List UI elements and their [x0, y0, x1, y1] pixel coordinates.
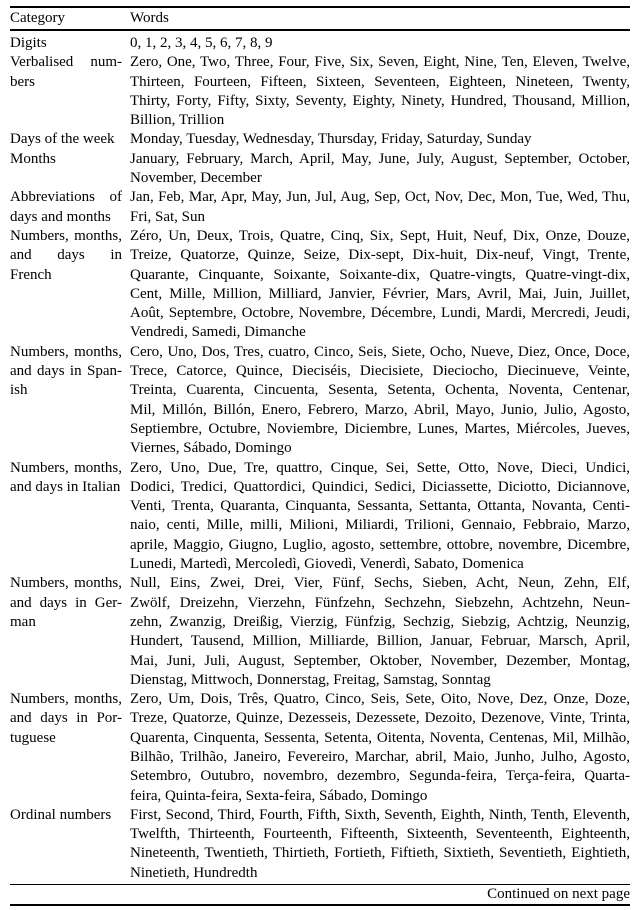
category-cell	[10, 34, 122, 53]
words-cell	[130, 227, 630, 343]
category-line: Days of the week	[10, 131, 115, 148]
continued-on-next-page-note: Continued on next page	[487, 885, 630, 902]
table-body	[10, 31, 630, 883]
words-line: Monday, Tuesday, Wednesday, Thursday, Friday, Saturday, Sunday	[130, 131, 532, 148]
words-line: Dodici, Tredici, Quattordici, Quindici, Sedici, Diciassette, Diciotto, Diciannove,	[130, 478, 630, 495]
category-line: and days in Span-	[10, 363, 122, 380]
words-line: Dienstag, Mittwoch, Donnerstag, Freitag, Samstag, Sonntag	[130, 671, 491, 688]
words-line: Treze, Quatorze, Quinze, Dezesseis, Dezessete, Dezoito, Dezenove, Vinte, Trinta,	[130, 710, 630, 727]
words-line: Cero, Uno, Dos, Tres, cuatro, Cinco, Seis, Siete, Ocho, Nueve, Diez, Once, Doce,	[130, 343, 630, 360]
words-line: Treize, Quatorze, Quinze, Seize, Dix-sept, Dix-huit, Dix-neuf, Vingt, Trente,	[130, 247, 630, 264]
words-cell	[130, 130, 630, 149]
category-cell	[10, 227, 122, 343]
category-line: Numbers, months,	[10, 227, 122, 244]
words-line: aprile, Maggio, Giugno, Luglio, agosto, settembre, ottobre, novembre, Dicembre,	[130, 536, 630, 553]
category-line: bers	[10, 73, 35, 90]
category-line: and days in Ger-	[10, 594, 122, 611]
words-cell	[130, 34, 630, 53]
category-cell	[10, 574, 122, 690]
words-line: November, December	[130, 170, 262, 187]
words-line: Zéro, Un, Deux, Trois, Quatre, Cinq, Six, Sept, Huit, Neuf, Dix, Onze, Douze,	[130, 227, 630, 244]
words-cell	[130, 150, 630, 189]
category-cell	[10, 690, 122, 806]
category-line: Abbreviations of	[10, 189, 122, 206]
table-header-row	[10, 8, 630, 29]
words-line: Fri, Sat, Sun	[130, 208, 206, 225]
table-row	[10, 188, 630, 227]
words-line: Billion, Trillion	[130, 112, 225, 129]
words-line: Viernes, Sábado, Domingo	[130, 440, 292, 457]
category-line: days and months	[10, 208, 111, 225]
table-row	[10, 343, 630, 459]
words-line: Septiembre, Octubre, Noviembre, Diciembre, Lunes, Martes, Miércoles, Jueves,	[130, 420, 630, 437]
category-line: ish	[10, 382, 28, 399]
category-line: and days in Por-	[10, 710, 122, 727]
words-line: Quarante, Cinquante, Soixante, Soixante-dix, Quatre-vingts, Quatre-vingt-dix,	[130, 266, 630, 283]
table-row	[10, 574, 630, 690]
category-cell	[10, 188, 122, 227]
table-row	[10, 227, 630, 343]
words-line: Cent, Mille, Million, Milliard, Janvier, Février, Mars, Avril, Mai, Juin, Juillet,	[130, 285, 630, 302]
words-cell	[130, 188, 630, 227]
table-row	[10, 150, 630, 189]
table-row	[10, 53, 630, 130]
words-line: Twelfth, Thirteenth, Fourteenth, Fifteenth, Sixteenth, Seventeenth, Eighteenth,	[130, 826, 630, 843]
words-line: Setembro, Outubro, novembro, dezembro, Segunda-feira, Terça-feira, Quarta-	[130, 768, 630, 785]
words-line: Août, Septembre, Octobre, Novembre, Décembre, Lundi, Mardi, Mercredi, Jeudi,	[130, 305, 630, 322]
table-row	[10, 690, 630, 806]
table-bottom-rule	[10, 904, 630, 906]
category-cell	[10, 130, 122, 149]
category-line: man	[10, 613, 36, 630]
category-line: Numbers, months,	[10, 575, 122, 592]
words-cell	[130, 53, 630, 130]
words-line: Mai, Juni, Juli, August, September, Oktober, November, Dezember, Montag,	[130, 652, 630, 669]
words-cell	[130, 343, 630, 459]
words-line: Ninetieth, Hundredth	[130, 864, 258, 881]
category-cell	[10, 150, 122, 189]
category-cell	[10, 459, 122, 575]
words-line: 0, 1, 2, 3, 4, 5, 6, 7, 8, 9	[130, 35, 273, 51]
words-line: Thirteen, Fourteen, Fifteen, Sixteen, Seventeen, Eighteen, Nineteen, Twenty,	[130, 73, 630, 90]
table-row	[10, 130, 630, 149]
table-row	[10, 34, 630, 53]
words-line: naio, centi, Mille, milli, Milioni, Miliardi, Trilioni, Gennaio, Febbraio, Marzo,	[130, 517, 630, 534]
words-line: Null, Eins, Zwei, Drei, Vier, Fünf, Sechs, Sieben, Acht, Neun, Zehn, Elf,	[130, 575, 630, 592]
words-line: Trece, Catorce, Quince, Dieciséis, Diecisiete, Dieciocho, Diecinueve, Veinte,	[130, 363, 630, 380]
words-line: Mil, Millón, Billón, Enero, Febrero, Marzo, Abril, Mayo, Junio, Julio, Agosto,	[130, 401, 630, 418]
category-line: and days in Italian	[10, 478, 121, 495]
words-cell	[130, 806, 630, 883]
words-line: Zero, Um, Dois, Três, Quatro, Cinco, Seis, Sete, Oito, Nove, Dez, Onze, Doze,	[130, 691, 630, 708]
category-cell	[10, 53, 122, 130]
category-line: Verbalised num-	[10, 54, 122, 71]
words-line: Venti, Trenta, Quaranta, Cinquanta, Sessanta, Settanta, Ottanta, Novanta, Centi-	[130, 498, 630, 515]
category-line: French	[10, 266, 52, 283]
words-line: Treinta, Cuarenta, Cincuenta, Sesenta, Setenta, Ochenta, Noventa, Centenar,	[130, 382, 630, 399]
words-line: First, Second, Third, Fourth, Fifth, Sixth, Seventh, Eighth, Ninth, Tenth, Eleventh,	[130, 806, 630, 823]
words-line: Zero, Uno, Due, Tre, quattro, Cinque, Sei, Sette, Otto, Nove, Dieci, Undici,	[130, 459, 630, 476]
category-line: Numbers, months,	[10, 343, 122, 360]
category-line: tuguese	[10, 729, 56, 746]
category-cell	[10, 343, 122, 459]
words-line: Zwölf, Dreizehn, Vierzehn, Fünfzehn, Sechzehn, Siebzehn, Achtzehn, Neun-	[130, 594, 630, 611]
words-line: Jan, Feb, Mar, Apr, May, Jun, Jul, Aug, Sep, Oct, Nov, Dec, Mon, Tue, Wed, Thu,	[130, 189, 630, 206]
words-line: zehn, Zwanzig, Dreißig, Vierzig, Fünfzig, Sechzig, Siebzig, Achtzig, Neunzig,	[130, 613, 630, 630]
words-line: feira, Quinta-feira, Sexta-feira, Sábado, Domingo	[130, 787, 428, 804]
words-line: January, February, March, April, May, June, July, August, September, October,	[130, 150, 630, 167]
column-header-category: Category	[10, 10, 65, 26]
words-line: Lunedi, Martedì, Mercoledì, Giovedì, Venerdì, Sabato, Domenica	[130, 556, 524, 573]
table-row	[10, 459, 630, 575]
category-line: and days in	[10, 247, 122, 264]
category-line: Digits	[10, 35, 47, 51]
words-cell	[130, 574, 630, 690]
column-header-words: Words	[130, 10, 169, 26]
table-row	[10, 806, 630, 883]
words-line: Vendredi, Samedi, Dimanche	[130, 324, 306, 341]
category-line: Ordinal numbers	[10, 806, 112, 823]
words-cell	[130, 690, 630, 806]
category-cell	[10, 806, 122, 883]
category-line: Months	[10, 150, 56, 167]
category-line: Numbers, months,	[10, 459, 122, 476]
words-line: Nineteenth, Twentieth, Thirtieth, Fortieth, Fiftieth, Sixtieth, Seventieth, Eightieth,	[130, 845, 630, 862]
words-line: Hundert, Tausend, Million, Milliarde, Billion, Januar, Februar, Marsch, April,	[130, 633, 630, 650]
words-line: Bilhão, Trilhão, Janeiro, Fevereiro, Marchar, abril, Maio, Junho, Julho, Agosto,	[130, 748, 630, 765]
words-cell	[130, 459, 630, 575]
words-line: Thirty, Forty, Fifty, Sixty, Seventy, Eighty, Ninety, Hundred, Thousand, Million,	[130, 92, 630, 109]
category-line: Numbers, months,	[10, 691, 122, 708]
words-line: Zero, One, Two, Three, Four, Five, Six, Seven, Eight, Nine, Ten, Eleven, Twelve,	[130, 54, 630, 71]
words-line: Quarenta, Cinquenta, Sessenta, Setenta, Oitenta, Noventa, Centenas, Mil, Milhão,	[130, 729, 630, 746]
